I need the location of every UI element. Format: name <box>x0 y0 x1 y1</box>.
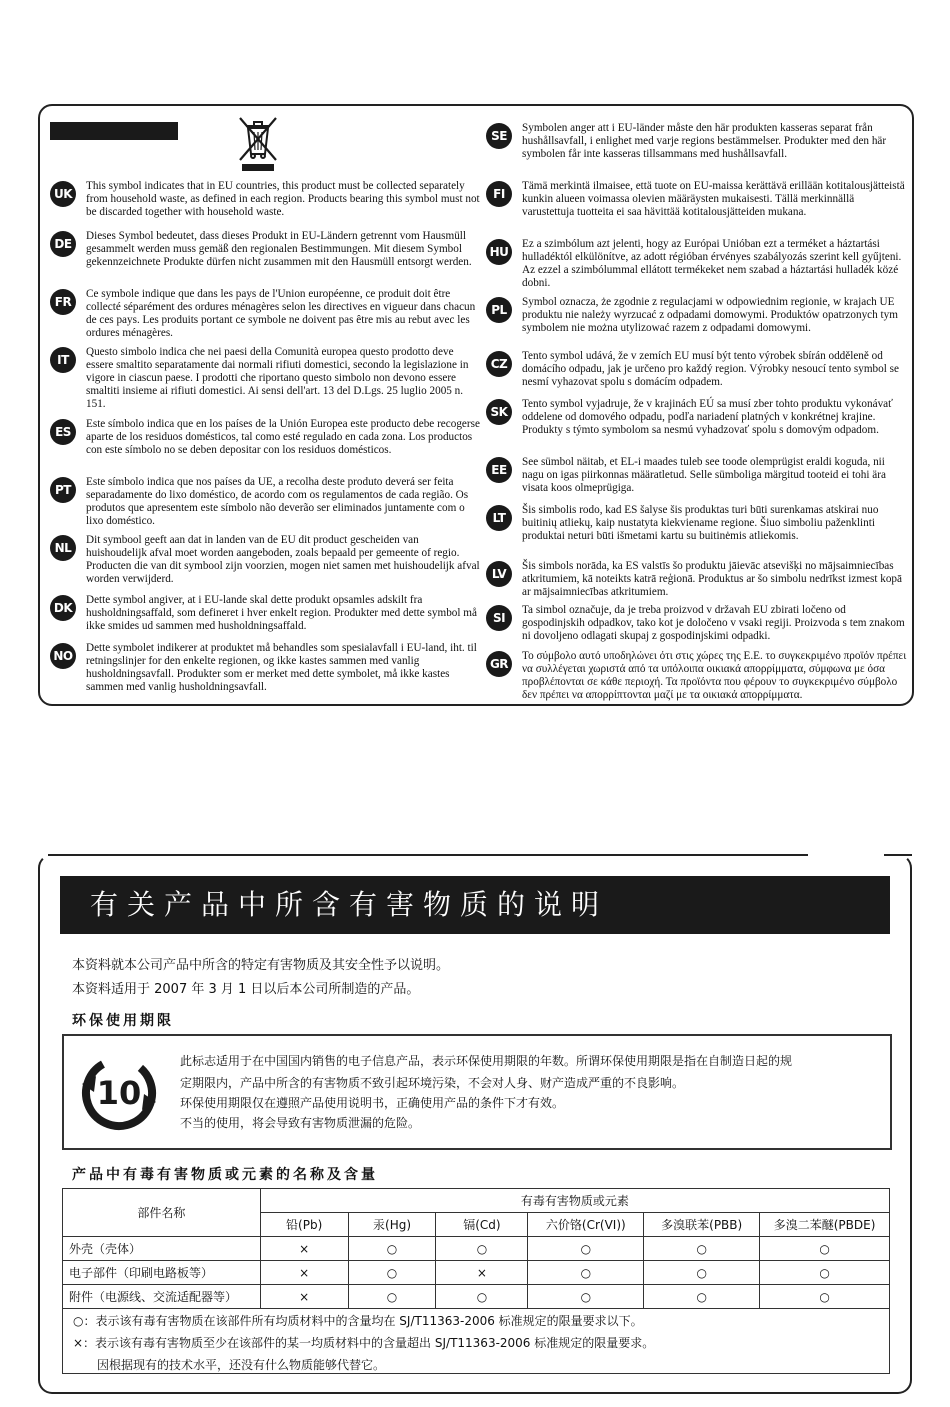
country-code-badge: FI <box>486 181 512 207</box>
col-header-pbb: 多溴联苯(PBB) <box>644 1213 760 1237</box>
row-part-name: 外壳（壳体） <box>63 1237 261 1261</box>
weee-entry-text: Ta simbol označuje, da je treba proizvod v državah EU zbirati ločeno od gospodinjskih odpadkov, tako kot je določeno v vsaki regiji. Proizvoda s tem znakom ni dovoljeno odlagati skupaj z gospodinjskimi odpadki. <box>522 604 905 642</box>
epup-line-3: 环保使用期限仅在遵照产品使用说明书，正确使用产品的条件下才有效。 <box>180 1096 565 1110</box>
table-row <box>63 1261 890 1285</box>
country-code-badge: ES <box>50 419 76 445</box>
weee-entry-text: Dieses Symbol bedeutet, dass dieses Produkt in EU-Ländern getrennt vom Hausmüll gesammelt werden muss gemäß den regionalen Bestimmungen. Mit diesem Symbol gekennzeichnete Produkte dürfen nicht zusammen mit den Hausmüll entsorgt werden. <box>86 230 472 268</box>
table-cell: ○ <box>760 1285 890 1309</box>
table-cell: ○ <box>528 1237 644 1261</box>
country-code-badge: LV <box>486 561 512 587</box>
crossed-out-bin-icon <box>236 114 280 174</box>
table-cell: ○ <box>528 1285 644 1309</box>
table-cell: ○ <box>348 1237 436 1261</box>
weee-entry-text: Το σύμβολο αυτό υποδηλώνει ότι στις χώρες της Ε.Ε. το συγκεκριμένο προϊόν πρέπει να συλλέγεται χωριστά από τα υπόλοιπα οικιακά απορρίμματα, σύμφωνα με όσα προβλέπονται σε κάθε περιοχή. Τα προϊόντα που φέρουν το συγκεκριμένο σύμβολο δεν πρέπει να απορρίπτονται μαζί με τα οικιακά απορρίμματα. <box>522 650 907 701</box>
epup-heading: 环保使用期限 <box>72 1013 174 1029</box>
note-reason: 因根据现有的技术水平，还没有什么物质能够代替它。 <box>97 1358 386 1372</box>
weee-entry-text: Questo simbolo indica che nei paesi della Comunità europea questo prodotto deve essere smaltito separatamente dai normali rifiuti domestici, secondo la legislazione in vigore in ciascun paese. I prodotti che riportano questo simbolo non devono essere smaltiti insieme ai rifiuti domestici. Ai sensi dell'art. 13 del D.Lgs. 25 luglio 2005 n. 151. <box>86 346 469 410</box>
rohs-top-rule-right <box>884 854 912 856</box>
country-code-badge: LT <box>486 505 512 531</box>
country-code-badge: NL <box>50 535 76 561</box>
weee-entry-text: Este símbolo indica que nos países da UE, a recolha deste produto deverá ser feita separadamente do lixo doméstico, de acordo com os regulamentos de cada região. Os produtos que apresentem este símbolo não deverão ser eliminados juntamente com o lixo doméstico. <box>86 476 469 527</box>
table-cell: × <box>260 1237 348 1261</box>
row-part-name: 电子部件（印刷电路板等） <box>63 1261 261 1285</box>
note-cross: ×：表示该有毒有害物质至少在该部件的某一均质材料中的含量超出 SJ/T11363-2006 标准规定的限量要求。 <box>73 1336 655 1350</box>
weee-entry-text: Este símbolo indica que en los países de la Unión Europea este producto debe recogerse aparte de los residuos domésticos, tal como esté regulado en cada zona. Los productos con este símbolo no se deben depositar con los residuos domésticos. <box>86 418 480 456</box>
country-code-badge: PT <box>50 477 76 503</box>
table-cell: × <box>436 1261 528 1285</box>
weee-entry-text: Dette symbolet indikerer at produktet må behandles som spesialavfall i EU-land, iht. til retningslinjer for den enkelte regionen, og ikke kastes sammen med vanlig husholdningsavfall. Produkter som er merket med dette symbolet, må ikke kastes sammen med vanlig husholdningsavfall. <box>86 642 477 693</box>
table-header-row <box>63 1189 890 1213</box>
table-cell: ○ <box>348 1261 436 1285</box>
weee-entry-text: See sümbol näitab, et EL-i maades tuleb see toode olemprügist eraldi koguda, nii nagu on igas piirkonnas määratletud. Selle sümboliga märgitud tooteid ei tohi ära visata koos olmeprügiga. <box>522 456 886 494</box>
country-code-badge: EE <box>486 457 512 483</box>
table-cell: × <box>260 1261 348 1285</box>
table-cell: ○ <box>760 1261 890 1285</box>
col-header-hg: 汞(Hg) <box>348 1213 436 1237</box>
epup-line-4: 不当的使用，将会导致有害物质泄漏的危险。 <box>180 1116 421 1130</box>
weee-entry-text: Tento symbol udává, že v zemích EU musí být tento výrobek sbírán odděleně od domácího odpadu, jak je určeno pro každý region. Výrobky nesoucí tento symbol se nesmí vyhazovat spolu s domácím odpadem. <box>522 350 899 388</box>
col-header-pb: 铅(Pb) <box>260 1213 348 1237</box>
country-code-badge: NO <box>50 643 76 669</box>
table-row <box>63 1237 890 1261</box>
row-part-name: 附件（电源线、交流适配器等） <box>63 1285 261 1309</box>
weee-entry-text: Tämä merkintä ilmaisee, että tuote on EU-maissa kerättävä erillään kotitalousjätteistä kunkin alueen voimassa olevien määräysten mukaisesti. Tällä merkinnällä varustettuja tuotteita ei saa hävittää kotitalousjätteiden mukana. <box>522 180 905 218</box>
table-cell: × <box>260 1285 348 1309</box>
weee-entry-text: Dette symbol angiver, at i EU-lande skal dette produkt opsamles adskilt fra husholdningsaffald, som defineret i hver enkelt region. Produkter med dette symbol må ikke smides ud sammen med husholdningsaffald. <box>86 594 477 632</box>
country-code-badge: HU <box>486 239 512 265</box>
table-cell: ○ <box>528 1261 644 1285</box>
intro-line-2: 本资料适用于 2007 年 3 月 1 日以后本公司所制造的产品。 <box>72 982 420 997</box>
col-header-cd: 镉(Cd) <box>436 1213 528 1237</box>
table-cell: ○ <box>760 1237 890 1261</box>
country-code-badge: IT <box>50 347 76 373</box>
table-notes <box>62 1308 890 1374</box>
weee-entry-text: Ez a szimbólum azt jelenti, hogy az Európai Unióban ezt a terméket a háztartási hulladéktól elkülönítve, az adott régióban érvényes szabályozás szerint kell gyűjteni. Az ezzel a szimbólummal ellátott termékeket nem szabad a háztartási hulladék közé dobni. <box>522 238 902 289</box>
table-row <box>63 1285 890 1309</box>
country-code-badge: UK <box>50 181 76 207</box>
epup-logo-number: 10 <box>96 1074 142 1112</box>
country-code-badge: GR <box>486 651 512 677</box>
rohs-title: 有关产品中所含有害物质的说明 <box>90 888 609 921</box>
country-code-badge: CZ <box>486 351 512 377</box>
weee-notice-box <box>38 104 914 706</box>
weee-entry-text: This symbol indicates that in EU countries, this product must be collected separately from household waste, as defined in each region. Products bearing this symbol must not be discarded together with household waste. <box>86 180 480 218</box>
substance-group-header: 有毒有害物质或元素 <box>260 1189 889 1213</box>
epup-10-year-logo-icon <box>74 1048 164 1138</box>
table-cell: ○ <box>644 1285 760 1309</box>
epup-line-2: 定期限内，产品中所含的有害物质不致引起环境污染，不会对人身、财产造成严重的不良影响。 <box>180 1076 685 1090</box>
table-cell: ○ <box>436 1285 528 1309</box>
part-name-header: 部件名称 <box>63 1189 261 1237</box>
table-cell: ○ <box>644 1261 760 1285</box>
table-cell: ○ <box>436 1237 528 1261</box>
weee-entry-text: Ce symbole indique que dans les pays de l'Union européenne, ce produit doit être collecté séparément des ordures ménagères selon les directives en vigueur dans chacun de ces pays. Les produits portant ce symbole ne doivent pas être mis au rebut avec les ordures ménagères. <box>86 288 476 339</box>
country-code-badge: DE <box>50 231 76 257</box>
epup-line-1: 此标志适用于在中国国内销售的电子信息产品，表示环保使用期限的年数。所谓环保使用期限是指在自制造日起的规 <box>180 1054 793 1068</box>
weee-entry-text: Šis simbols norāda, ka ES valstīs šo produktu jāievāc atsevišķi no mājsaimniecības atkritumiem, kā noteikts katrā reģionā. Produktus ar šo simbolu nedrīkst izmest kopā ar mājsaimniecības atkritumiem. <box>522 560 902 598</box>
country-code-badge: SI <box>486 605 512 631</box>
substance-table <box>62 1188 890 1309</box>
weee-entry-text: Symbolen anger att i EU-länder måste den här produkten kasseras separat från hushållsavfall, i enlighet med varje regions bestämmelser. Produkter med den här symbolen får inte kasseras tillsammans med hushållsavfall. <box>522 122 887 160</box>
weee-entry-text: Dit symbool geeft aan dat in landen van de EU dit product gescheiden van huishoudelijk afval moet worden aangeboden, zoals bepaald per gemeente of regio. Producten die van dit symbool zijn voorzien, mogen niet samen met huishoudelijk afval worden verwijderd. <box>86 534 480 585</box>
table-cell: ○ <box>644 1237 760 1261</box>
country-code-badge: PL <box>486 297 512 323</box>
intro-line-1: 本资料就本公司产品中所含的特定有害物质及其安全性予以说明。 <box>72 958 450 973</box>
rohs-top-rule <box>48 854 808 856</box>
country-code-badge: SK <box>486 399 512 425</box>
country-code-badge: SE <box>486 123 512 149</box>
weee-entry-text: Šis simbolis rodo, kad ES šalyse šis produktas turi būti surenkamas atskirai nuo buitinių atliekų, kaip nustatyta kiekviename regione. Šiuo simboliu paženklinti produktai neturi būti išmetami kartu su buitinėmis atliekomis. <box>522 504 879 542</box>
country-code-badge: DK <box>50 595 76 621</box>
weee-entry-text: Tento symbol vyjadruje, že v krajinách EÚ sa musí zber tohto produktu vykonávať oddelene od domového odpadu, podľa nariadení platných v konkrétnej krajine. Produkty s týmto symbolom sa nesmú vyhadzovať spolu s domovým odpadom. <box>522 398 893 436</box>
weee-entry-text: Symbol oznacza, że zgodnie z regulacjami w odpowiednim regionie, w krajach UE produktu nie należy wyrzucać z odpadami domowymi. Produktów opatrzonych tym symbolem nie można utylizować razem z odpadami domowymi. <box>522 296 898 334</box>
note-circle: ○：表示该有毒有害物质在该部件所有均质材料中的含量均在 SJ/T11363-2006 标准规定的限量要求以下。 <box>73 1314 643 1328</box>
table-cell: ○ <box>348 1285 436 1309</box>
rohs-title-bar <box>60 876 890 934</box>
table-heading: 产品中有毒有害物质或元素的名称及含量 <box>72 1167 378 1183</box>
black-label-bar <box>50 122 178 140</box>
col-header-pbde: 多溴二苯醚(PBDE) <box>760 1213 890 1237</box>
country-code-badge: FR <box>50 289 76 315</box>
epup-box <box>62 1034 892 1150</box>
col-header-cr6: 六价铬(Cr(VI)) <box>528 1213 644 1237</box>
